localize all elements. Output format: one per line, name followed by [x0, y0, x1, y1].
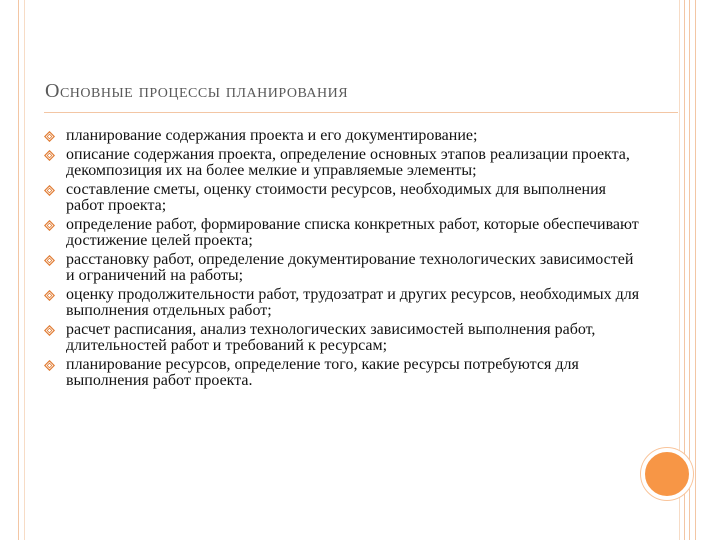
list-item [44, 147, 644, 180]
accent-circle [641, 448, 693, 500]
list-item-text: составление сметы, оценку стоимости ресурсов, необходимых для выполнения работ проекта; [66, 180, 607, 214]
list-item-text: планирование ресурсов, определение того, какие ресурсы потребуются для выполнения работ проекта. [66, 355, 579, 389]
list-item [44, 252, 644, 285]
hollow-diamond-icon [44, 220, 55, 231]
hollow-diamond-icon [44, 360, 55, 371]
hollow-diamond-icon [44, 290, 55, 301]
list-item [44, 128, 644, 145]
slide-title: Основные процессы планирования [45, 80, 349, 102]
list-item [44, 217, 644, 250]
hollow-diamond-icon [44, 255, 55, 266]
list-item [44, 287, 644, 320]
title-divider [44, 112, 678, 113]
hollow-diamond-icon [44, 131, 55, 142]
hollow-diamond-icon [44, 150, 55, 161]
bullet-list [44, 128, 644, 392]
hollow-diamond-icon [44, 185, 55, 196]
list-item [44, 182, 644, 215]
list-item-text: планирование содержания проекта и его документирование; [66, 127, 478, 144]
list-item-text: расстановку работ, определение документирование технологических зависимостей и ограничений на работы; [66, 250, 634, 284]
list-item-text: оценку продолжительности работ, трудозатрат и других ресурсов, необходимых для выполнения отдельных работ; [66, 285, 640, 319]
list-item [44, 322, 644, 355]
list-item-text: описание содержания проекта, определение основных этапов реализации проекта, декомпозиция их на более мелкие и управляемые элементы; [66, 145, 630, 179]
hollow-diamond-icon [44, 325, 55, 336]
list-item-text: определение работ, формирование списка конкретных работ, которые обеспечивают достижение целей проекта; [66, 215, 639, 249]
list-item-text: расчет расписания, анализ технологических зависимостей выполнения работ, длительностей работ и требований к ресурсам; [66, 320, 596, 354]
list-item [44, 357, 644, 390]
